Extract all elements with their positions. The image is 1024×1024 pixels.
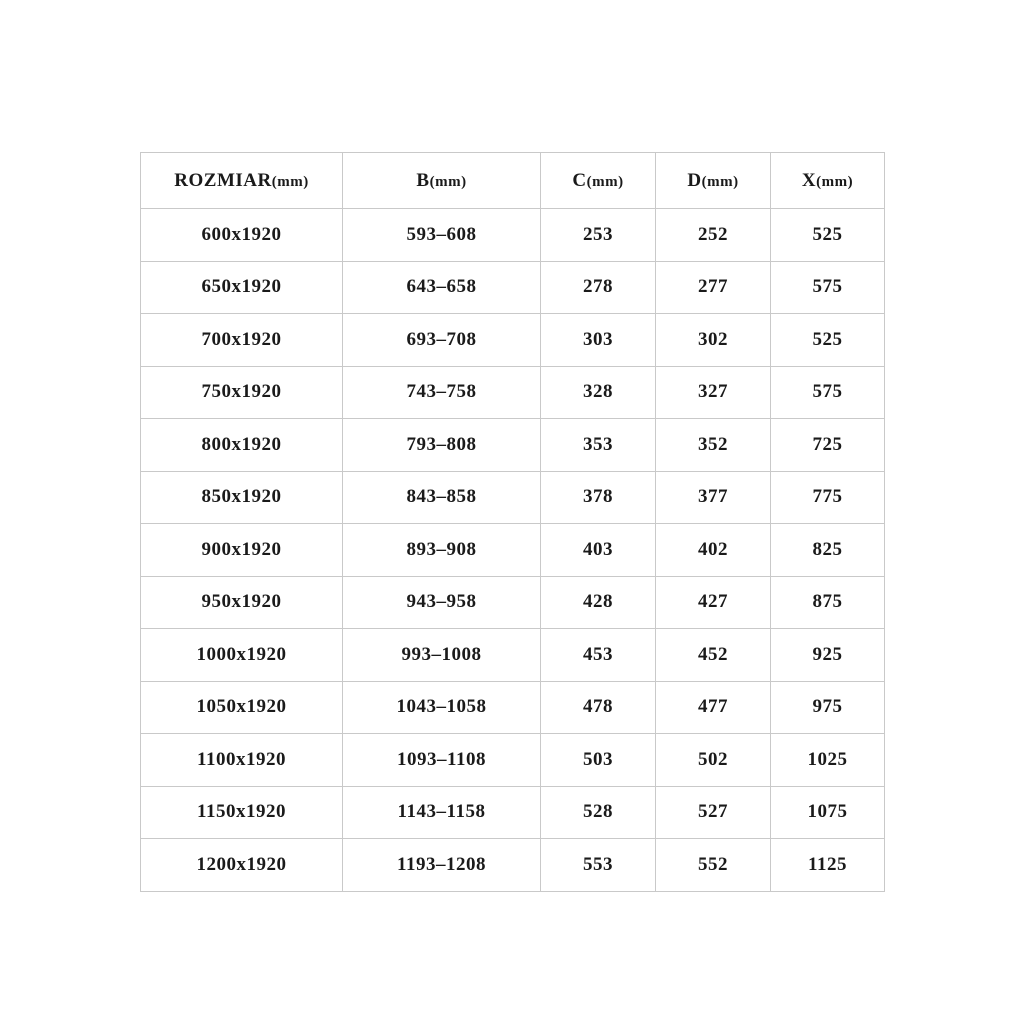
column-header-d-unit: (mm) [701,173,739,190]
column-header-b-unit: (mm) [429,173,467,190]
cell-x: 975 [771,681,885,734]
cell-x: 875 [771,576,885,629]
cell-x: 925 [771,629,885,682]
cell-b: 1193–1208 [343,839,541,892]
cell-b: 843–858 [343,471,541,524]
size-table-container [140,152,884,892]
column-header-b [343,153,541,209]
cell-size: 1150x1920 [141,786,343,839]
cell-b: 593–608 [343,209,541,262]
cell-x: 725 [771,419,885,472]
cell-c: 253 [541,209,656,262]
cell-b: 993–1008 [343,629,541,682]
cell-x: 525 [771,209,885,262]
table-row [141,419,885,472]
cell-x: 1075 [771,786,885,839]
cell-size: 1000x1920 [141,629,343,682]
cell-x: 1125 [771,839,885,892]
cell-size: 950x1920 [141,576,343,629]
table-body [141,209,885,892]
cell-b: 643–658 [343,261,541,314]
cell-c: 328 [541,366,656,419]
column-header-d [656,153,771,209]
header-row [141,153,885,209]
cell-c: 303 [541,314,656,367]
cell-x: 825 [771,524,885,577]
cell-c: 528 [541,786,656,839]
cell-b: 743–758 [343,366,541,419]
table-row [141,261,885,314]
cell-size: 1200x1920 [141,839,343,892]
cell-d: 352 [656,419,771,472]
cell-x: 775 [771,471,885,524]
table-header [141,153,885,209]
cell-d: 252 [656,209,771,262]
cell-d: 452 [656,629,771,682]
cell-b: 693–708 [343,314,541,367]
cell-c: 353 [541,419,656,472]
cell-d: 327 [656,366,771,419]
column-header-rozmiar-unit: (mm) [271,173,309,190]
cell-x: 1025 [771,734,885,787]
cell-size: 650x1920 [141,261,343,314]
cell-size: 700x1920 [141,314,343,367]
cell-d: 427 [656,576,771,629]
cell-c: 478 [541,681,656,734]
table-row [141,209,885,262]
column-header-rozmiar-label: ROZMIAR [174,169,272,191]
cell-size: 800x1920 [141,419,343,472]
cell-c: 403 [541,524,656,577]
column-header-c-label: C [572,169,587,191]
table-row [141,314,885,367]
table-row [141,629,885,682]
table-row [141,576,885,629]
table-row [141,786,885,839]
cell-c: 378 [541,471,656,524]
column-header-x [771,153,885,209]
column-header-rozmiar [141,153,343,209]
cell-size: 900x1920 [141,524,343,577]
cell-x: 525 [771,314,885,367]
cell-d: 552 [656,839,771,892]
table-row [141,681,885,734]
column-header-c-unit: (mm) [586,173,624,190]
cell-d: 527 [656,786,771,839]
column-header-b-label: B [416,169,430,191]
table-row [141,524,885,577]
cell-d: 377 [656,471,771,524]
column-header-d-label: D [687,169,702,191]
cell-size: 1050x1920 [141,681,343,734]
column-header-x-label: X [801,169,817,191]
table-row [141,366,885,419]
column-header-x-unit: (mm) [816,173,854,190]
cell-c: 503 [541,734,656,787]
cell-d: 502 [656,734,771,787]
cell-b: 943–958 [343,576,541,629]
table-row [141,839,885,892]
cell-b: 1143–1158 [343,786,541,839]
cell-c: 553 [541,839,656,892]
column-header-c [541,153,656,209]
cell-size: 600x1920 [141,209,343,262]
cell-c: 278 [541,261,656,314]
cell-d: 277 [656,261,771,314]
cell-b: 1043–1058 [343,681,541,734]
cell-d: 402 [656,524,771,577]
table-row [141,734,885,787]
cell-c: 428 [541,576,656,629]
cell-x: 575 [771,261,885,314]
cell-x: 575 [771,366,885,419]
cell-size: 850x1920 [141,471,343,524]
size-table [140,152,885,892]
cell-b: 893–908 [343,524,541,577]
cell-d: 477 [656,681,771,734]
cell-size: 1100x1920 [141,734,343,787]
cell-d: 302 [656,314,771,367]
table-row [141,471,885,524]
cell-b: 1093–1108 [343,734,541,787]
cell-size: 750x1920 [141,366,343,419]
cell-c: 453 [541,629,656,682]
cell-b: 793–808 [343,419,541,472]
